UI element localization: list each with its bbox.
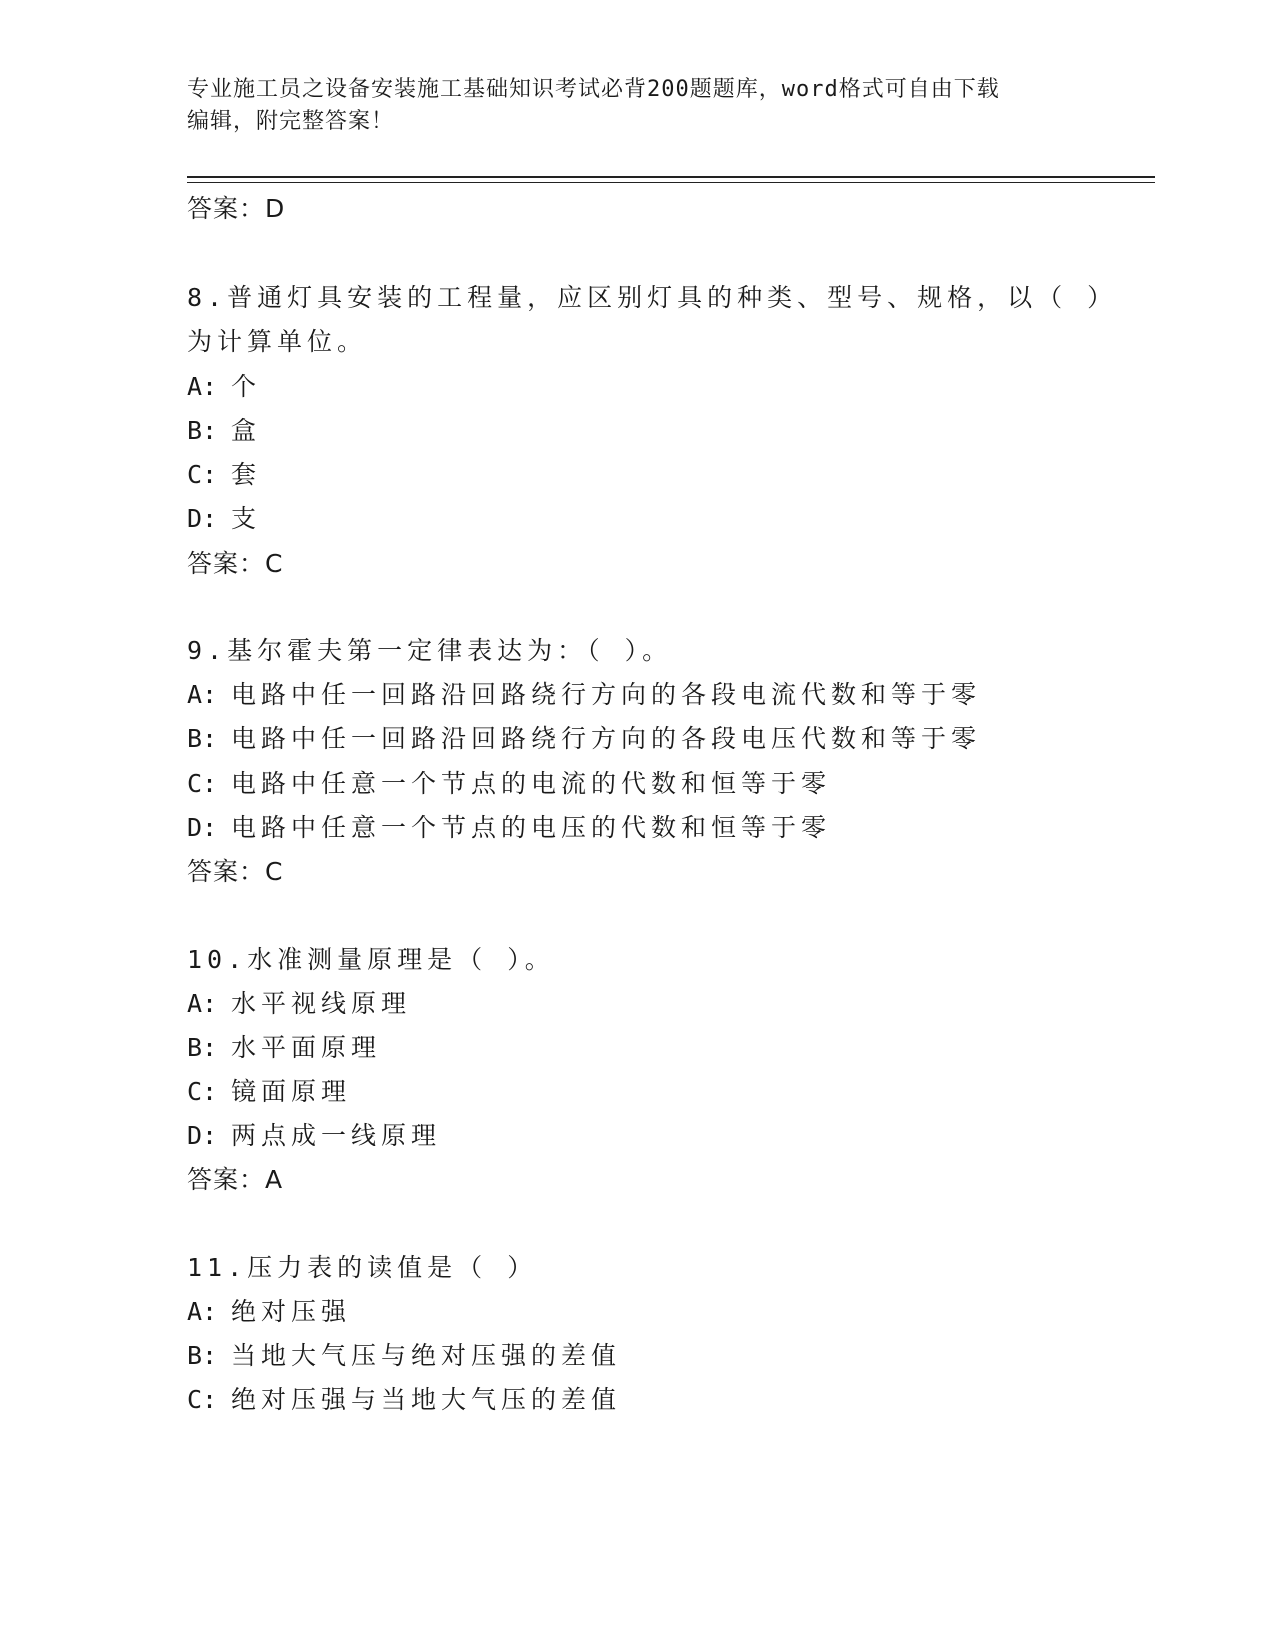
option-text: 水平面原理 xyxy=(231,1033,382,1062)
question-9-option-d xyxy=(187,811,831,845)
question-8-answer: 答案：C xyxy=(187,549,284,578)
option-letter: A: xyxy=(187,989,218,1018)
question-11-option-c xyxy=(187,1383,621,1417)
question-8-stem-line-1: 8.普通灯具安装的工程量，应区别灯具的种类、型号、规格，以（ ） xyxy=(187,283,1118,312)
question-9-option-b xyxy=(187,722,981,756)
question-10-stem: 10.水准测量原理是（ ）。 xyxy=(187,945,555,974)
question-10-answer: 答案：A xyxy=(187,1165,284,1194)
option-letter: C: xyxy=(187,1385,218,1414)
option-letter: A: xyxy=(187,372,218,401)
document-header xyxy=(187,74,1087,138)
header-divider-thick xyxy=(187,176,1155,178)
question-8-option-d xyxy=(187,502,261,536)
option-text: 当地大气压与绝对压强的差值 xyxy=(231,1341,622,1370)
question-9-option-c xyxy=(187,767,831,801)
option-text: 电路中任意一个节点的电流的代数和恒等于零 xyxy=(231,769,832,798)
option-letter: B: xyxy=(187,1033,218,1062)
question-11-option-b xyxy=(187,1339,621,1373)
question-9-option-a xyxy=(187,678,981,712)
option-text: 套 xyxy=(231,460,262,489)
question-11-stem: 11.压力表的读值是（ ） xyxy=(187,1253,538,1282)
header-title-line-1: 专业施工员之设备安装施工基础知识考试必背200题题库，word格式可自由下载 xyxy=(187,77,1000,102)
question-8-option-a xyxy=(187,370,261,404)
option-letter: C: xyxy=(187,769,218,798)
option-letter: B: xyxy=(187,724,218,753)
option-letter: B: xyxy=(187,1341,218,1370)
option-letter: D: xyxy=(187,504,218,533)
option-text: 个 xyxy=(231,372,262,401)
option-text: 电路中任意一个节点的电压的代数和恒等于零 xyxy=(231,813,832,842)
question-9-stem: 9.基尔霍夫第一定律表达为：（ ）。 xyxy=(187,636,673,665)
question-10-option-c xyxy=(187,1075,351,1109)
option-text: 镜面原理 xyxy=(231,1077,352,1106)
question-10-option-b xyxy=(187,1031,381,1065)
option-text: 电路中任一回路沿回路绕行方向的各段电压代数和等于零 xyxy=(231,724,982,753)
option-text: 绝对压强 xyxy=(231,1297,352,1326)
option-letter: D: xyxy=(187,813,218,842)
option-letter: D: xyxy=(187,1121,218,1150)
question-8-option-b xyxy=(187,414,261,448)
option-letter: A: xyxy=(187,1297,218,1326)
header-title-line-2: 编辑，附完整答案！ xyxy=(187,109,395,134)
question-8-stem-line-2: 为计算单位。 xyxy=(187,327,368,356)
question-10-option-a xyxy=(187,987,411,1021)
option-text: 电路中任一回路沿回路绕行方向的各段电流代数和等于零 xyxy=(231,680,982,709)
option-text: 支 xyxy=(231,504,262,533)
option-letter: C: xyxy=(187,460,218,489)
option-text: 盒 xyxy=(231,416,262,445)
option-letter: C: xyxy=(187,1077,218,1106)
question-8-option-c xyxy=(187,458,261,492)
option-text: 两点成一线原理 xyxy=(231,1121,442,1150)
question-10-option-d xyxy=(187,1119,441,1153)
previous-answer: 答案：D xyxy=(187,194,286,223)
question-11-option-a xyxy=(187,1295,351,1329)
option-letter: B: xyxy=(187,416,218,445)
option-text: 绝对压强与当地大气压的差值 xyxy=(231,1385,622,1414)
option-letter: A: xyxy=(187,680,218,709)
header-divider-thin xyxy=(187,182,1155,183)
option-text: 水平视线原理 xyxy=(231,989,412,1018)
question-9-answer: 答案：C xyxy=(187,857,284,886)
